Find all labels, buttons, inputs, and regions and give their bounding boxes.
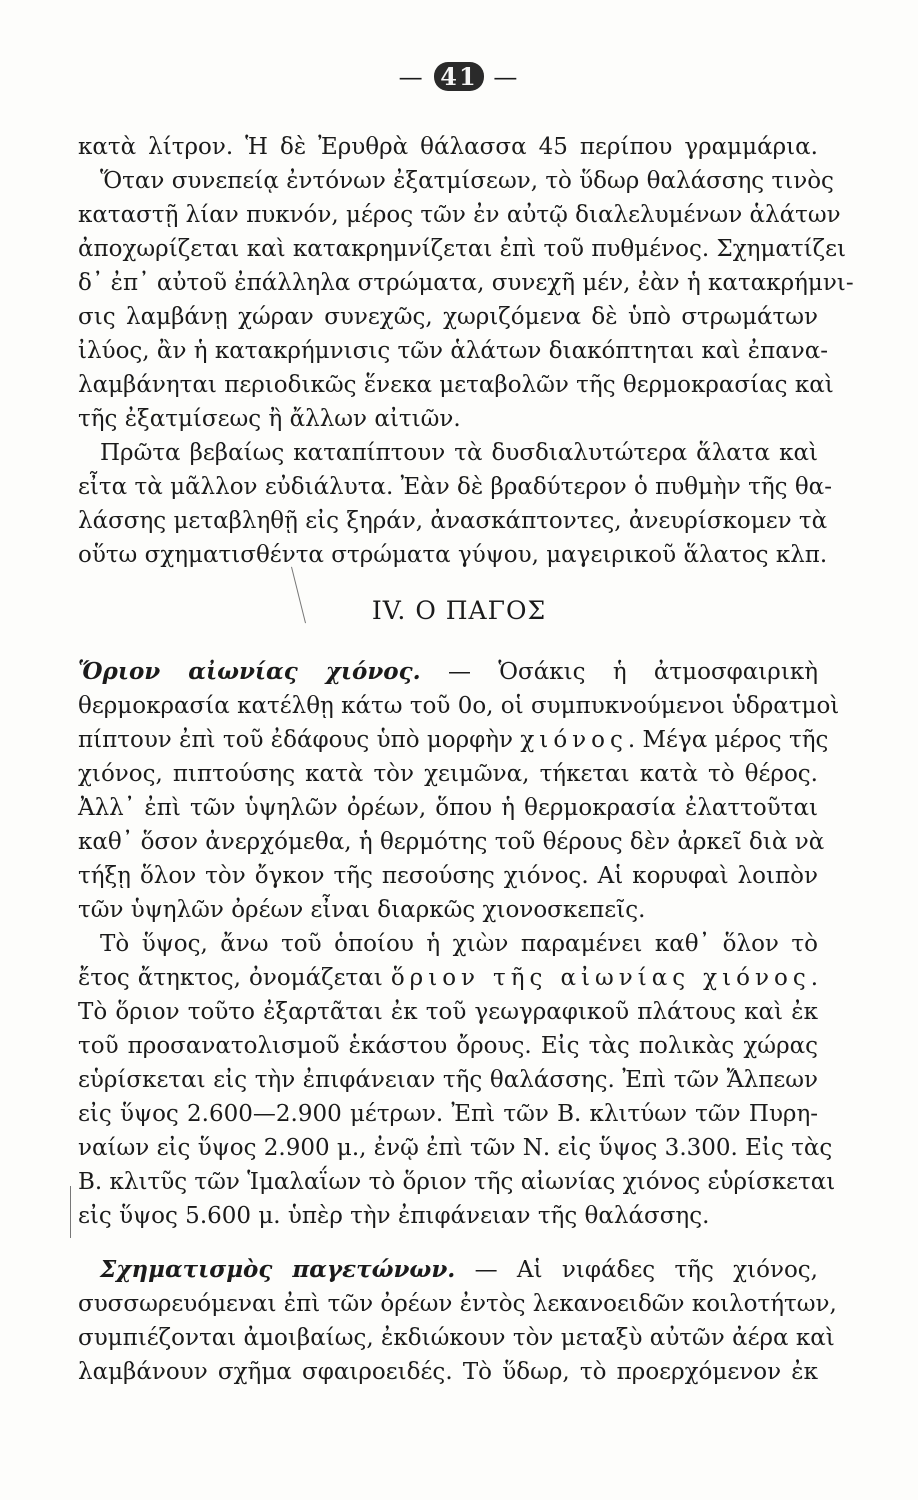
text-line: ναίων εἰς ὕψος 2.900 μ., ἐνῷ ἐπὶ τῶν Ν. εἰς ὕψος 3.300. Εἰς τὰς bbox=[78, 1135, 833, 1161]
text-line: σις λαμβάνῃ χώραν συνεχῶς, χωριζόμενα δὲ ὑπὸ στρωμάτων bbox=[78, 304, 818, 330]
text-line: Ὅριον αἰωνίας χιόνος. — Ὁσάκις ἡ ἀτμοσφαιρικὴ bbox=[78, 658, 818, 685]
pencil-mark bbox=[70, 1186, 71, 1238]
text-line: δ᾽ ἐπ᾽ αὐτοῦ ἐπάλληλα στρώματα, συνεχῆ μέν, ἐὰν ἡ κατακρήμνι- bbox=[78, 270, 854, 296]
text-line: τήξῃ ὅλον τὸν ὄγκον τῆς πεσούσης χιόνος. Αἱ κορυφαὶ λοιπὸν bbox=[78, 863, 818, 889]
text-line: συμπιέζονται ἀμοιβαίως, ἐκδιώκουν τὸν μεταξὺ αὐτῶν ἀέρα καὶ bbox=[78, 1325, 835, 1351]
text-line: Σχηματισμὸς παγετώνων. — Αἱ νιφάδες τῆς χιόνος, bbox=[100, 1256, 818, 1283]
text-line: καταστῇ λίαν πυκνόν, μέρος τῶν ἐν αὐτῷ διαλελυμένων ἁλάτων bbox=[78, 202, 841, 228]
text-line: λαμβάνηται περιοδικῶς ἕνεκα μεταβολῶν τῆς θερμοκρασίας καὶ bbox=[78, 372, 834, 398]
text-line: Β. κλιτῦς τῶν Ἱμαλαΐων τὸ ὅριον τῆς αἰωνίας χιόνος εὑρίσκεται bbox=[78, 1169, 836, 1195]
page-number-value: 41 bbox=[434, 62, 483, 91]
text-line: θερμοκρασία κατέλθῃ κάτω τοῦ 0ο, οἱ συμπυκνούμενοι ὑδρατμοὶ bbox=[78, 693, 840, 719]
text-line: Ὅταν συνεπείᾳ ἐντόνων ἐξατμίσεων, τὸ ὕδωρ θαλάσσης τινὸς bbox=[100, 168, 834, 194]
text-line: συσσωρευόμεναι ἐπὶ τῶν ὀρέων ἐντὸς λεκανοειδῶν κοιλοτήτων, bbox=[78, 1291, 837, 1317]
text-line: καθ᾽ ὅσον ἀνερχόμεθα, ἡ θερμότης τοῦ θέρους δὲν ἀρκεῖ διὰ νὰ bbox=[78, 829, 825, 855]
text-line: εὑρίσκεται εἰς τὴν ἐπιφάνειαν τῆς θαλάσσης. Ἐπὶ τῶν Ἄλπεων bbox=[78, 1067, 818, 1093]
text-line: εἰς ὕψος 2.600—2.900 μέτρων. Ἐπὶ τῶν Β. κλιτύων τῶν Πυρη- bbox=[78, 1101, 818, 1127]
text-line: χιόνος, πιπτούσης κατὰ τὸν χειμῶνα, τήκεται κατὰ τὸ θέρος. bbox=[78, 761, 818, 787]
text-line: λάσσης μεταβληθῇ εἰς ξηράν, ἀνασκάπτοντες, ἀνευρίσκομεν τὰ bbox=[78, 508, 828, 534]
spaced-phrase: ὅριον τῆς αἰωνίας χιόνος bbox=[390, 965, 811, 991]
spaced-word: χιόνος bbox=[520, 727, 628, 753]
text-line: Πρῶτα βεβαίως καταπίπτουν τὰ δυσδιαλυτώτερα ἅλατα καὶ bbox=[100, 440, 818, 466]
text-line: ἔτος ἄτηκτος, ὀνομάζεται ὅριον τῆς αἰωνίας χιόνος. bbox=[78, 965, 819, 991]
text-line: Ἀλλ᾽ ἐπὶ τῶν ὑψηλῶν ὀρέων, ὅπου ἡ θερμοκρασία ἐλαττοῦται bbox=[78, 795, 818, 821]
text-line: ἰλύος, ἂν ἡ κατακρήμνισις τῶν ἁλάτων διακόπτηται καὶ ἐπανα- bbox=[78, 338, 829, 364]
text-line: πίπτουν ἐπὶ τοῦ ἐδάφους ὑπὸ μορφὴν χιόνος. Μέγα μέρος τῆς bbox=[78, 727, 829, 753]
text-line: ἀποχωρίζεται καὶ κατακρημνίζεται ἐπὶ τοῦ πυθμένος. Σχηματίζει bbox=[78, 236, 847, 262]
text-line: τῶν ὑψηλῶν ὀρέων εἶναι διαρκῶς χιονοσκεπεῖς. bbox=[78, 897, 646, 923]
term-eternal-snow-limit: Ὅριον αἰωνίας χιόνος. bbox=[78, 658, 421, 685]
text-line: Τὸ ὅριον τοῦτο ἐξαρτᾶται ἐκ τοῦ γεωγραφικοῦ πλάτους καὶ ἐκ bbox=[78, 999, 818, 1025]
text-line: κατὰ λίτρον. Ἡ δὲ Ἐρυθρὰ θάλασσα 45 περίπου γραμμάρια. bbox=[78, 134, 818, 160]
page-number: — 41 — bbox=[398, 62, 520, 91]
text-line: τῆς ἐξατμίσεως ἢ ἄλλων αἰτιῶν. bbox=[78, 406, 461, 432]
term-glacier-formation: Σχηματισμὸς παγετώνων. bbox=[100, 1256, 456, 1283]
text-line: εἶτα τὰ μᾶλλον εὐδιάλυτα. Ἐὰν δὲ βραδύτερον ὁ πυθμὴν τῆς θα- bbox=[78, 474, 832, 500]
text-line: τοῦ προσανατολισμοῦ ἑκάστου ὄρους. Εἰς τὰς πολικὰς χώρας bbox=[78, 1033, 818, 1059]
section-heading: IV. Ο ΠΑΓΟΣ bbox=[371, 596, 547, 625]
text-line: Τὸ ὕψος, ἄνω τοῦ ὁποίου ἡ χιὼν παραμένει καθ᾽ ὅλον τὸ bbox=[100, 931, 818, 957]
text-line: λαμβάνουν σχῆμα σφαιροειδές. Τὸ ὕδωρ, τὸ προερχόμενον ἐκ bbox=[78, 1359, 818, 1385]
text-line: οὕτω σχηματισθέντα στρώματα γύψου, μαγειρικοῦ ἅλατος κλπ. bbox=[78, 542, 828, 568]
text-line: εἰς ὕψος 5.600 μ. ὑπὲρ τὴν ἐπιφάνειαν τῆς θαλάσσης. bbox=[78, 1203, 710, 1229]
